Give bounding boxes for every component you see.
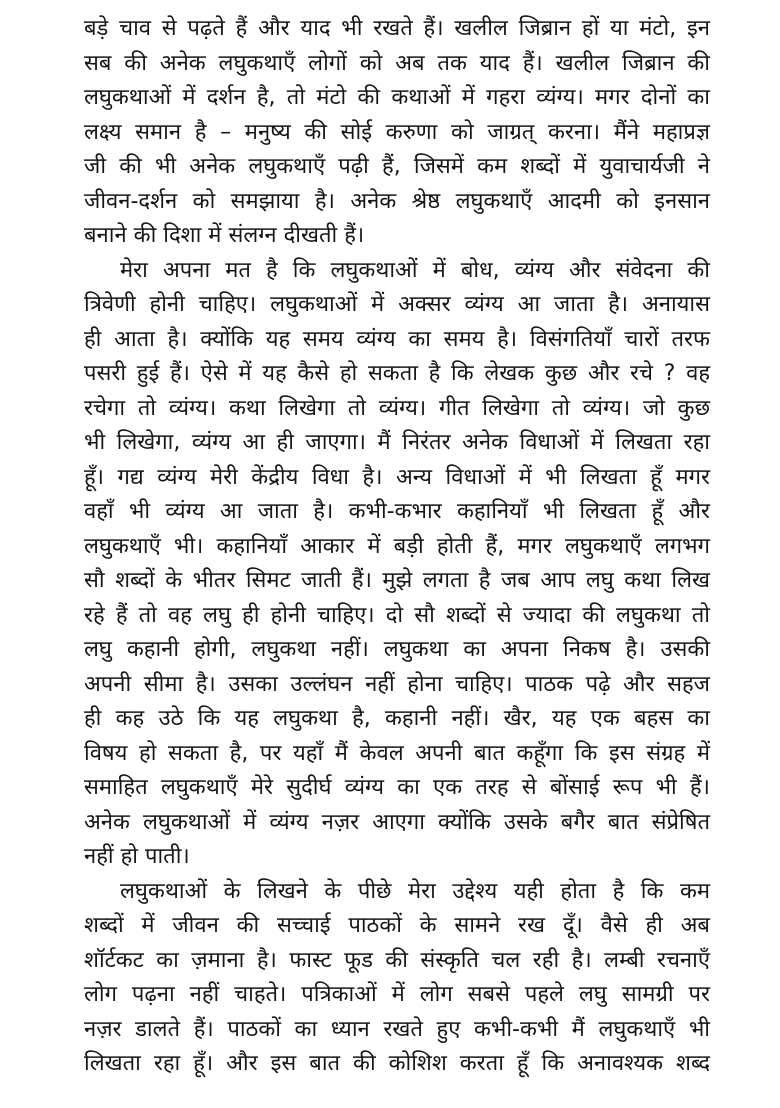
text-line: लक्ष्य समान है – मनुष्य की सोई करुणा को जाग्रत् करना। मैंने महाप्रज्ञ: [84, 119, 710, 145]
text-line: नहीं हो पाती।: [84, 844, 190, 869]
text-line: त्रिवेणी होनी चाहिए। लघुकथाओं में अक्सर व्यंग्य आ जाता है। अनायास: [84, 292, 710, 317]
book-page: [84, 12, 710, 1082]
text-line: सौ शब्दों के भीतर सिमट जाती हैं। मुझे लगता है जब आप लघु कथा लिख: [84, 568, 710, 593]
text-line: हूँ। गद्य व्यंग्य मेरी केंद्रीय विधा है। अन्य विधाओं में भी लिखता हूँ मगर: [84, 464, 710, 490]
text-line: मेरा अपना मत है कि लघुकथाओं में बोध, व्यंग्य और संवेदना की: [120, 257, 710, 283]
text-line: भी लिखेगा, व्यंग्य आ ही जाएगा। मैं निरंतर अनेक विधाओं में लिखता रहा: [84, 430, 710, 455]
text-line: लिखता रहा हूँ। और इस बात की कोशिश करता हूँ कि अनावश्यक शब्द: [84, 1051, 710, 1076]
text-line: सब की अनेक लघुकथाएँ लोगों को अब तक याद हैं। खलील जिब्रान की: [84, 50, 710, 76]
text-line: लघुकथाओं के लिखने के पीछे मेरा उद्देश्य यही होता है कि कम: [120, 878, 710, 904]
text-line: बनाने की दिशा में संलग्न दीखती हैं।: [84, 223, 365, 248]
paragraph-1: [84, 12, 710, 254]
paragraph-2: [84, 254, 710, 875]
text-line: शब्दों में जीवन की सच्चाई पाठकों के सामने रख दूँ। वैसे ही अब: [84, 913, 710, 938]
text-line: विषय हो सकता है, पर यहाँ मैं केवल अपनी बात कहूँगा कि इस संग्रह में: [84, 740, 710, 766]
text-line: लघुकथाओं में दर्शन है, तो मंटो की कथाओं में गहरा व्यंग्य। मगर दोनों का: [84, 85, 710, 110]
text-line: पसरी हुई हैं। ऐसे में यह कैसे हो सकता है कि लेखक कुछ और रचे ? वह: [84, 361, 710, 386]
text-line: लघुकथाएँ भी। कहानियाँ आकार में बड़ी होती हैं, मगर लघुकथाएँ लगभग: [84, 533, 710, 559]
text-line: अनेक लघुकथाओं में व्यंग्य नज़र आएगा क्योंकि उसके बगैर बात संप्रेषित: [84, 809, 710, 835]
text-line: जी की भी अनेक लघुकथाएँ पढ़ी हैं, जिसमें कम शब्दों में युवाचार्यजी ने: [84, 154, 710, 179]
text-line: रचेगा तो व्यंग्य। कथा लिखेगा तो व्यंग्य। गीत लिखेगा तो व्यंग्य। जो कुछ: [84, 395, 710, 421]
text-line: वहाँ भी व्यंग्य आ जाता है। कभी-कभार कहानियाँ भी लिखता हूँ और: [84, 499, 710, 524]
text-line: लघु कहानी होगी, लघुकथा नहीं। लघुकथा का अपना निकष है। उसकी: [84, 637, 710, 662]
text-line: जीवन-दर्शन को समझाया है। अनेक श्रेष्ठ लघुकथाएँ आदमी को इनसान: [84, 188, 710, 214]
paragraph-3: [84, 875, 710, 1082]
text-line: नज़र डालते हैं। पाठकों का ध्यान रखते हुए कभी-कभी मैं लघुकथाएँ भी: [84, 1016, 710, 1042]
text-line: लोग पढ़ना नहीं चाहते। पत्रिकाओं में लोग सबसे पहले लघु सामग्री पर: [84, 982, 710, 1007]
text-line: बड़े चाव से पढ़ते हैं और याद भी रखते हैं। खलील जिब्रान हों या मंटो, इन: [84, 16, 710, 41]
text-line: ही कह उठे कि यह लघुकथा है, कहानी नहीं। खैर, यह एक बहस का: [84, 706, 710, 731]
text-line: समाहित लघुकथाएँ मेरे सुदीर्घ व्यंग्य का एक तरह से बोंसाई रूप भी हैं।: [84, 775, 710, 800]
text-line: शॉर्टकट का ज़माना है। फास्ट फूड की संस्कृति चल रही है। लम्बी रचनाएँ: [84, 947, 710, 973]
text-line: अपनी सीमा है। उसका उल्लंघन नहीं होना चाहिए। पाठक पढ़े और सहज: [84, 671, 710, 697]
text-line: ही आता है। क्योंकि यह समय व्यंग्य का समय है। विसंगतियाँ चारों तरफ: [84, 326, 710, 352]
text-line: रहे हैं तो वह लघु ही होनी चाहिए। दो सौ शब्दों से ज्यादा की लघुकथा तो: [84, 602, 710, 628]
